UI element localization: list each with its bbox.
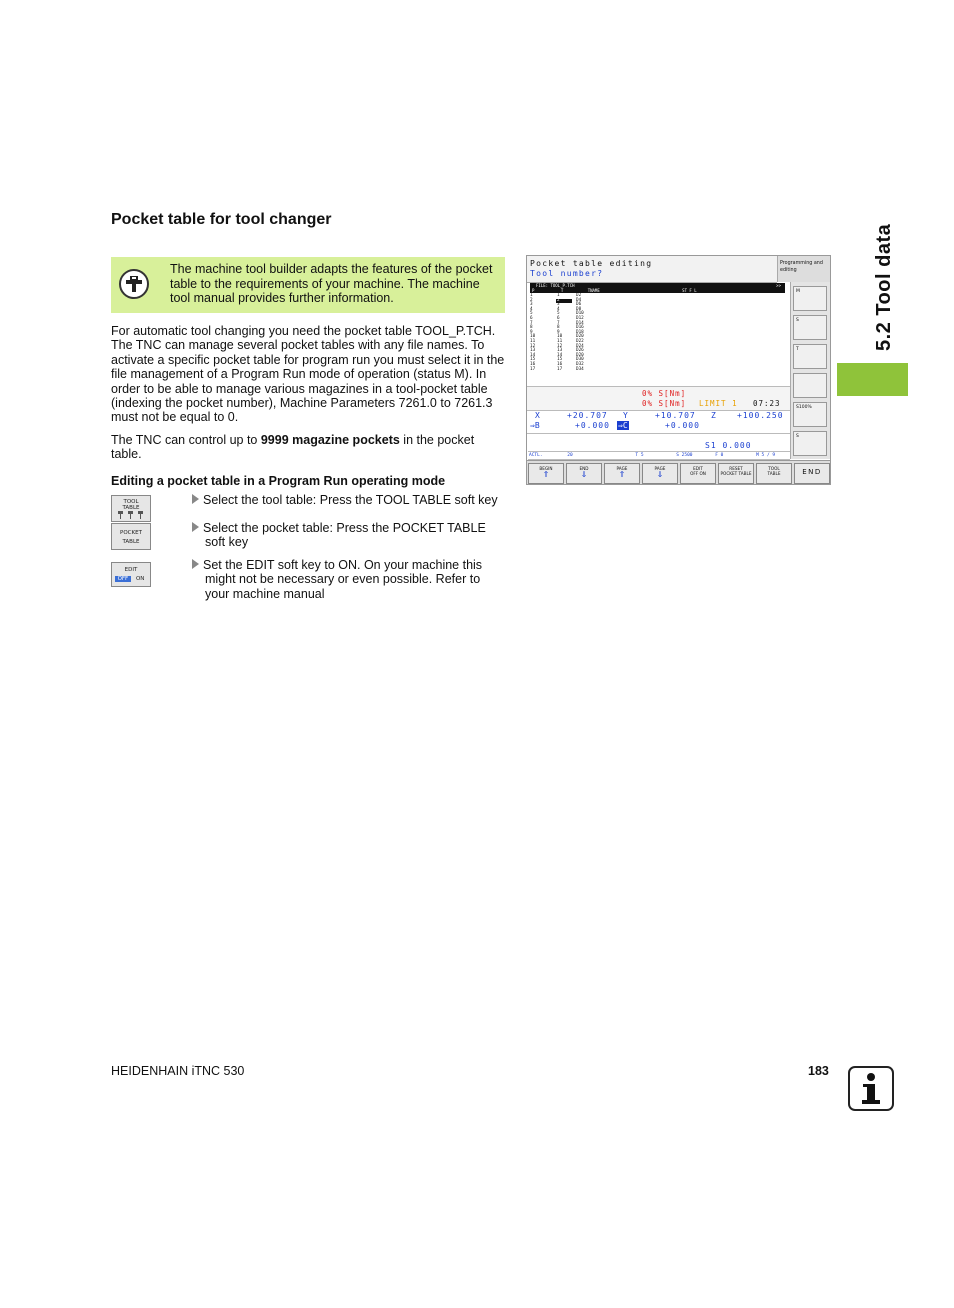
arrow-icon: [192, 494, 199, 504]
status-t: T 5: [635, 453, 644, 458]
row-cell-n: D12: [576, 315, 584, 321]
softkey-on: ON: [135, 576, 145, 582]
softkey-label: PAGE: [616, 466, 628, 471]
status-line-1: 0% S[Nm]: [642, 389, 687, 398]
screen-softkey: [680, 463, 716, 484]
screen-softkey: [756, 463, 792, 484]
col-stf: ST F L: [682, 288, 697, 293]
row-cell-n: D24: [576, 343, 584, 349]
paragraph-text: in the pocket table.: [111, 433, 475, 462]
row-cell-t: 5: [557, 311, 560, 317]
row-cell-p: 4: [530, 306, 533, 312]
row-cell-p: 16: [530, 361, 536, 367]
screen-softkey: [642, 463, 678, 484]
pos-c-letter: C: [622, 421, 628, 430]
status-m: M 5 / 9: [756, 453, 776, 458]
machine-note-icon: [119, 269, 149, 299]
row-cell-t: 6: [557, 315, 560, 321]
row-cell-p: 6: [530, 315, 533, 321]
row-cell-t: 7: [557, 320, 560, 326]
chapter-tab: [837, 363, 908, 396]
pos-c-label: ⇒C: [618, 421, 628, 430]
screen-softkey: [794, 463, 830, 484]
softkey-label: TABLE: [122, 539, 140, 545]
row-cell-p: 8: [530, 325, 533, 331]
row-cell-n: D18: [576, 329, 584, 335]
softkey-label: PAGE: [654, 466, 666, 471]
row-cell-t: 2: [557, 297, 560, 303]
row-cell-t: 3: [557, 302, 560, 308]
tnc-screen: [526, 255, 831, 485]
section-title: Pocket table for tool changer: [111, 211, 332, 228]
softkey-label: END: [579, 466, 589, 471]
row-cell-n: D6: [576, 302, 582, 308]
info-icon: [848, 1066, 894, 1111]
pos-b-letter: B: [534, 421, 540, 430]
page-number: 183: [808, 1064, 829, 1078]
row-cell-p: 12: [530, 343, 536, 349]
table-row: [530, 368, 785, 373]
row-cell-t: 16: [557, 361, 563, 367]
softkey-label: BEGIN: [539, 466, 553, 471]
arrow-icon: [192, 522, 199, 532]
col-tname: TNAME: [587, 288, 600, 293]
actl-label: ACTL.: [529, 453, 543, 458]
row-cell-n: D22: [576, 338, 584, 344]
softkey-label: RESET: [729, 466, 743, 471]
screen-side-key: S100%: [793, 402, 827, 427]
row-cell-t: 11: [557, 338, 563, 344]
status-line-2: 0% S[Nm]: [642, 399, 687, 408]
row-cell-p: 1: [530, 293, 533, 298]
row-cell-n: D10: [576, 311, 584, 317]
softkey-label: EDIT: [124, 567, 138, 573]
row-cell-t: 8: [557, 325, 560, 331]
row-cell-n: D32: [576, 361, 584, 367]
row-cell-n: D16: [576, 325, 584, 331]
footer-product: HEIDENHAIN iTNC 530: [111, 1064, 245, 1078]
softkey-label: TOOL: [123, 499, 139, 505]
softkey-label: POCKET: [120, 530, 142, 536]
softkey-label: TABLE: [122, 505, 140, 511]
row-cell-n: D20: [576, 352, 584, 358]
paragraph-pocket-table: For automatic tool changing you need the pocket table TOOL_P.TCH. The TNC can manage several pocket tables with any file names. To activate a specific pocket table for program run you must select it in the file management of a Program Run mode of operation (status M). In order to be able to manage various magazines in a tool-pocket table (indexing the pocket number), Machine Parameters 7261.0 to 7261.3 must not be equal to 0.: [111, 324, 505, 425]
row-cell-p: 15: [530, 357, 536, 363]
arrow-up-icon: ⇑: [618, 470, 626, 479]
paragraph-magazine-pockets: [111, 433, 507, 462]
screen-softkey: [528, 463, 564, 484]
row-cell-t: 9: [557, 329, 560, 335]
row-cell-t: 13: [557, 348, 563, 354]
col-t: T: [560, 288, 564, 293]
tool-table-softkey: [111, 495, 151, 522]
softkey-label: EDIT: [693, 466, 703, 471]
screen-title: Pocket table editing: [530, 259, 653, 268]
file-right: >>: [776, 283, 781, 288]
screen-side-key: S: [793, 431, 827, 456]
step-text: your machine manual: [205, 586, 325, 601]
softkey-label: POCKET TABLE: [720, 471, 752, 476]
pos-b-label: ⇒B: [530, 421, 540, 430]
status-20: 20: [567, 453, 573, 458]
status-s: S 2500: [676, 453, 693, 458]
softkey-label: END: [802, 468, 822, 476]
row-cell-n: D8: [576, 306, 582, 312]
arrow-icon: [192, 559, 199, 569]
note-box: [111, 257, 505, 313]
arrow-up-icon: ⇑: [542, 470, 550, 479]
row-cell-p: 5: [530, 311, 533, 317]
row-cell-n: D14: [576, 320, 584, 326]
chapter-title: [838, 210, 895, 358]
row-cell-p: 10: [530, 334, 536, 340]
pos-x: +20.707: [567, 411, 608, 420]
step-text: might not be necessary or even possible. Refer to: [205, 572, 481, 587]
edit-softkey: [111, 562, 151, 587]
row-cell-t: 10: [557, 334, 563, 340]
screen-side-key: M: [793, 286, 827, 311]
screen-side-key: S: [793, 315, 827, 340]
row-cell-n: D2: [576, 293, 582, 298]
softkey-label: TOOL: [768, 466, 780, 471]
screen-softkey: [604, 463, 640, 484]
pocket-rows: [530, 294, 785, 372]
tool-icon: [116, 511, 146, 519]
row-cell-n: D34: [576, 366, 584, 372]
screen-side-key: [793, 373, 827, 398]
chapter-title-text: 5.2 Tool data: [873, 223, 895, 351]
pos-c: +0.000: [665, 421, 700, 430]
screen-softkey-bar: [527, 460, 830, 485]
row-cell-t: 12: [557, 343, 563, 349]
file-label: FILE: TOOL_P.TCH: [536, 283, 575, 288]
row-cell-t: 14: [557, 352, 563, 358]
row-cell-p: 17: [530, 366, 536, 372]
screen-side-keys: [790, 282, 831, 459]
row-cell-n: D26: [576, 348, 584, 354]
step-text: Select the pocket table: Press the POCKET TABLE: [203, 521, 486, 535]
pos-b: +0.000: [575, 421, 610, 430]
screen-softkey: [566, 463, 602, 484]
pos-y-label: Y: [623, 411, 628, 420]
screen-softkey: [718, 463, 754, 484]
pocket-table-softkey: [111, 523, 151, 550]
row-cell-p: 13: [530, 348, 536, 354]
row-cell-p: 9: [530, 329, 533, 335]
screen-prompt: Tool number?: [530, 269, 604, 278]
row-cell-n: D30: [576, 357, 584, 363]
row-cell-p: 7: [530, 320, 533, 326]
row-cell-n: D20: [576, 334, 584, 340]
row-cell-t: 17: [557, 366, 563, 372]
pos-x-label: X: [535, 411, 540, 420]
row-cell-p: 14: [530, 352, 536, 358]
step-2: [192, 521, 510, 550]
arrow-down-icon: ⇓: [580, 470, 588, 479]
limit-label: LIMIT 1: [699, 399, 738, 408]
row-cell-p: 3: [530, 302, 533, 308]
screen-side-key: T: [793, 344, 827, 369]
softkey-label: OFF ON: [690, 471, 706, 476]
clock: 07:23: [753, 399, 781, 408]
spindle: S1 0.000: [705, 441, 752, 450]
pos-y: +10.707: [655, 411, 696, 420]
row-cell-t: 15: [557, 357, 563, 363]
pos-z-label: Z: [711, 411, 716, 420]
row-cell-n: D4: [576, 297, 582, 303]
row-cell-t: 1: [557, 293, 560, 298]
col-p: P: [532, 288, 535, 293]
softkey-off: OFF: [115, 576, 132, 582]
step-3: [192, 558, 510, 601]
note-text: The machine tool builder adapts the features of the pocket table to the requirements of your machine. The machine tool manual provides further information.: [170, 262, 493, 305]
step-text: Select the tool table: Press the TOOL TABLE soft key: [203, 493, 498, 507]
step-text: soft key: [205, 535, 249, 550]
pos-z: +100.250: [737, 411, 784, 420]
paragraph-text: The TNC can control up to: [111, 433, 261, 447]
subsection-title: Editing a pocket table in a Program Run operating mode: [111, 474, 446, 488]
step-1: [192, 493, 510, 507]
status-f: F 0: [715, 453, 724, 458]
paragraph-bold: 9999 magazine pockets: [260, 433, 400, 447]
step-text: Set the EDIT soft key to ON. On your machine this: [203, 558, 483, 572]
row-cell-p: 2: [530, 297, 533, 303]
softkey-label: TABLE: [767, 471, 781, 476]
row-cell-p: 11: [530, 338, 536, 344]
mode-label: Programming and editing: [777, 256, 831, 282]
arrow-down-icon: ⇓: [656, 470, 664, 479]
row-cell-t: 4: [557, 306, 560, 312]
